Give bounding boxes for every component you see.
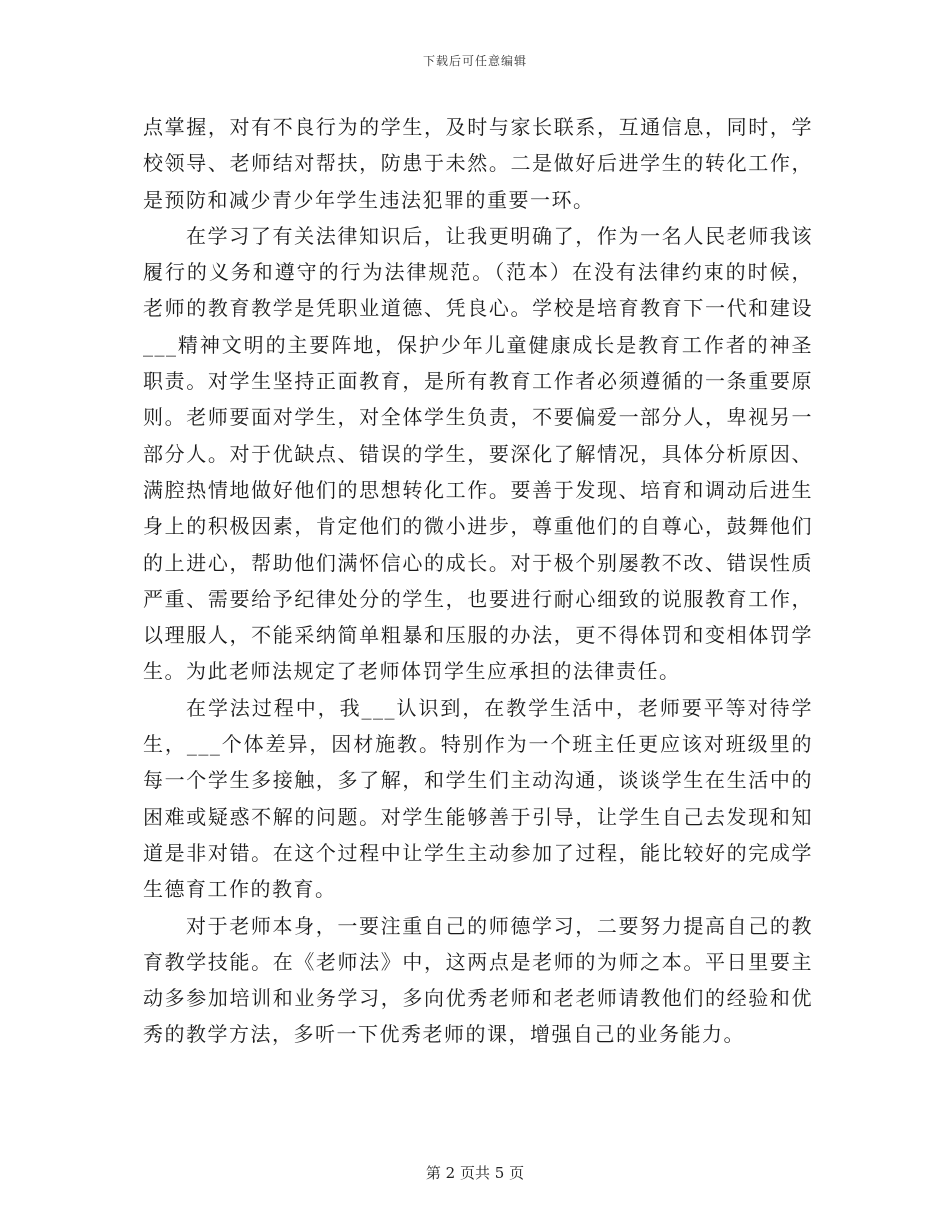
document-body	[143, 109, 813, 1053]
paragraph-2: 在学习了有关法律知识后，让我更明确了，作为一名人民老师我该履行的义务和遵守的行为法律规范。（范本）在没有法律约束的时候，老师的教育教学是凭职业道德、凭良心。学校是培育教育下一代和建设___精神文明的主要阵地，保护少年儿童健康成长是教育工作者的神圣职责。对学生坚持正面教育，是所有教育工作者必须遵循的一条重要原则。老师要面对学生，对全体学生负责，不要偏爱一部分人，卑视另一部分人。对于优缺点、错误的学生，要深化了解情况，具体分析原因、满腔热情地做好他们的思想转化工作。要善于发现、培育和调动后进生身上的积极因素，肯定他们的微小进步，尊重他们的自尊心，鼓舞他们的上进心，帮助他们满怀信心的成长。对于极个别屡教不改、错误性质严重、需要给予纪律处分的学生，也要进行耐心细致的说服教育工作，以理服人，不能采纳简单粗暴和压服的办法，更不得体罚和变相体罚学生。为此老师法规定了老师体罚学生应承担的法律责任。	[143, 223, 813, 684]
page-header: 下载后可任意编辑	[422, 54, 527, 68]
paragraph-3: 在学法过程中，我___认识到，在教学生活中，老师要平等对待学生，___个体差异，因材施教。特别作为一个班主任更应该对班级里的每一个学生多接触，多了解，和学生们主动沟通，谈谈学生在生活中的困难或疑惑不解的问题。对学生能够善于引导，让学生自己去发现和知道是非对错。在这个过程中让学生主动参加了过程，能比较好的完成学生德育工作的教育。	[143, 695, 813, 902]
page-footer: 第 2 页共 5 页	[425, 1164, 525, 1182]
paragraph-1: 点掌握，对有不良行为的学生，及时与家长联系，互通信息，同时，学校领导、老师结对帮扶，防患于未然。二是做好后进学生的转化工作，是预防和减少青少年学生违法犯罪的重要一环。	[143, 115, 813, 212]
paragraph-4: 对于老师本身，一要注重自己的师德学习，二要努力提高自己的教育教学技能。在《老师法》中，这两点是老师的为师之本。平日里要主动多参加培训和业务学习，多向优秀老师和老老师请教他们的经验和优秀的教学方法，多听一下优秀老师的课，增强自己的业务能力。	[143, 913, 813, 1047]
